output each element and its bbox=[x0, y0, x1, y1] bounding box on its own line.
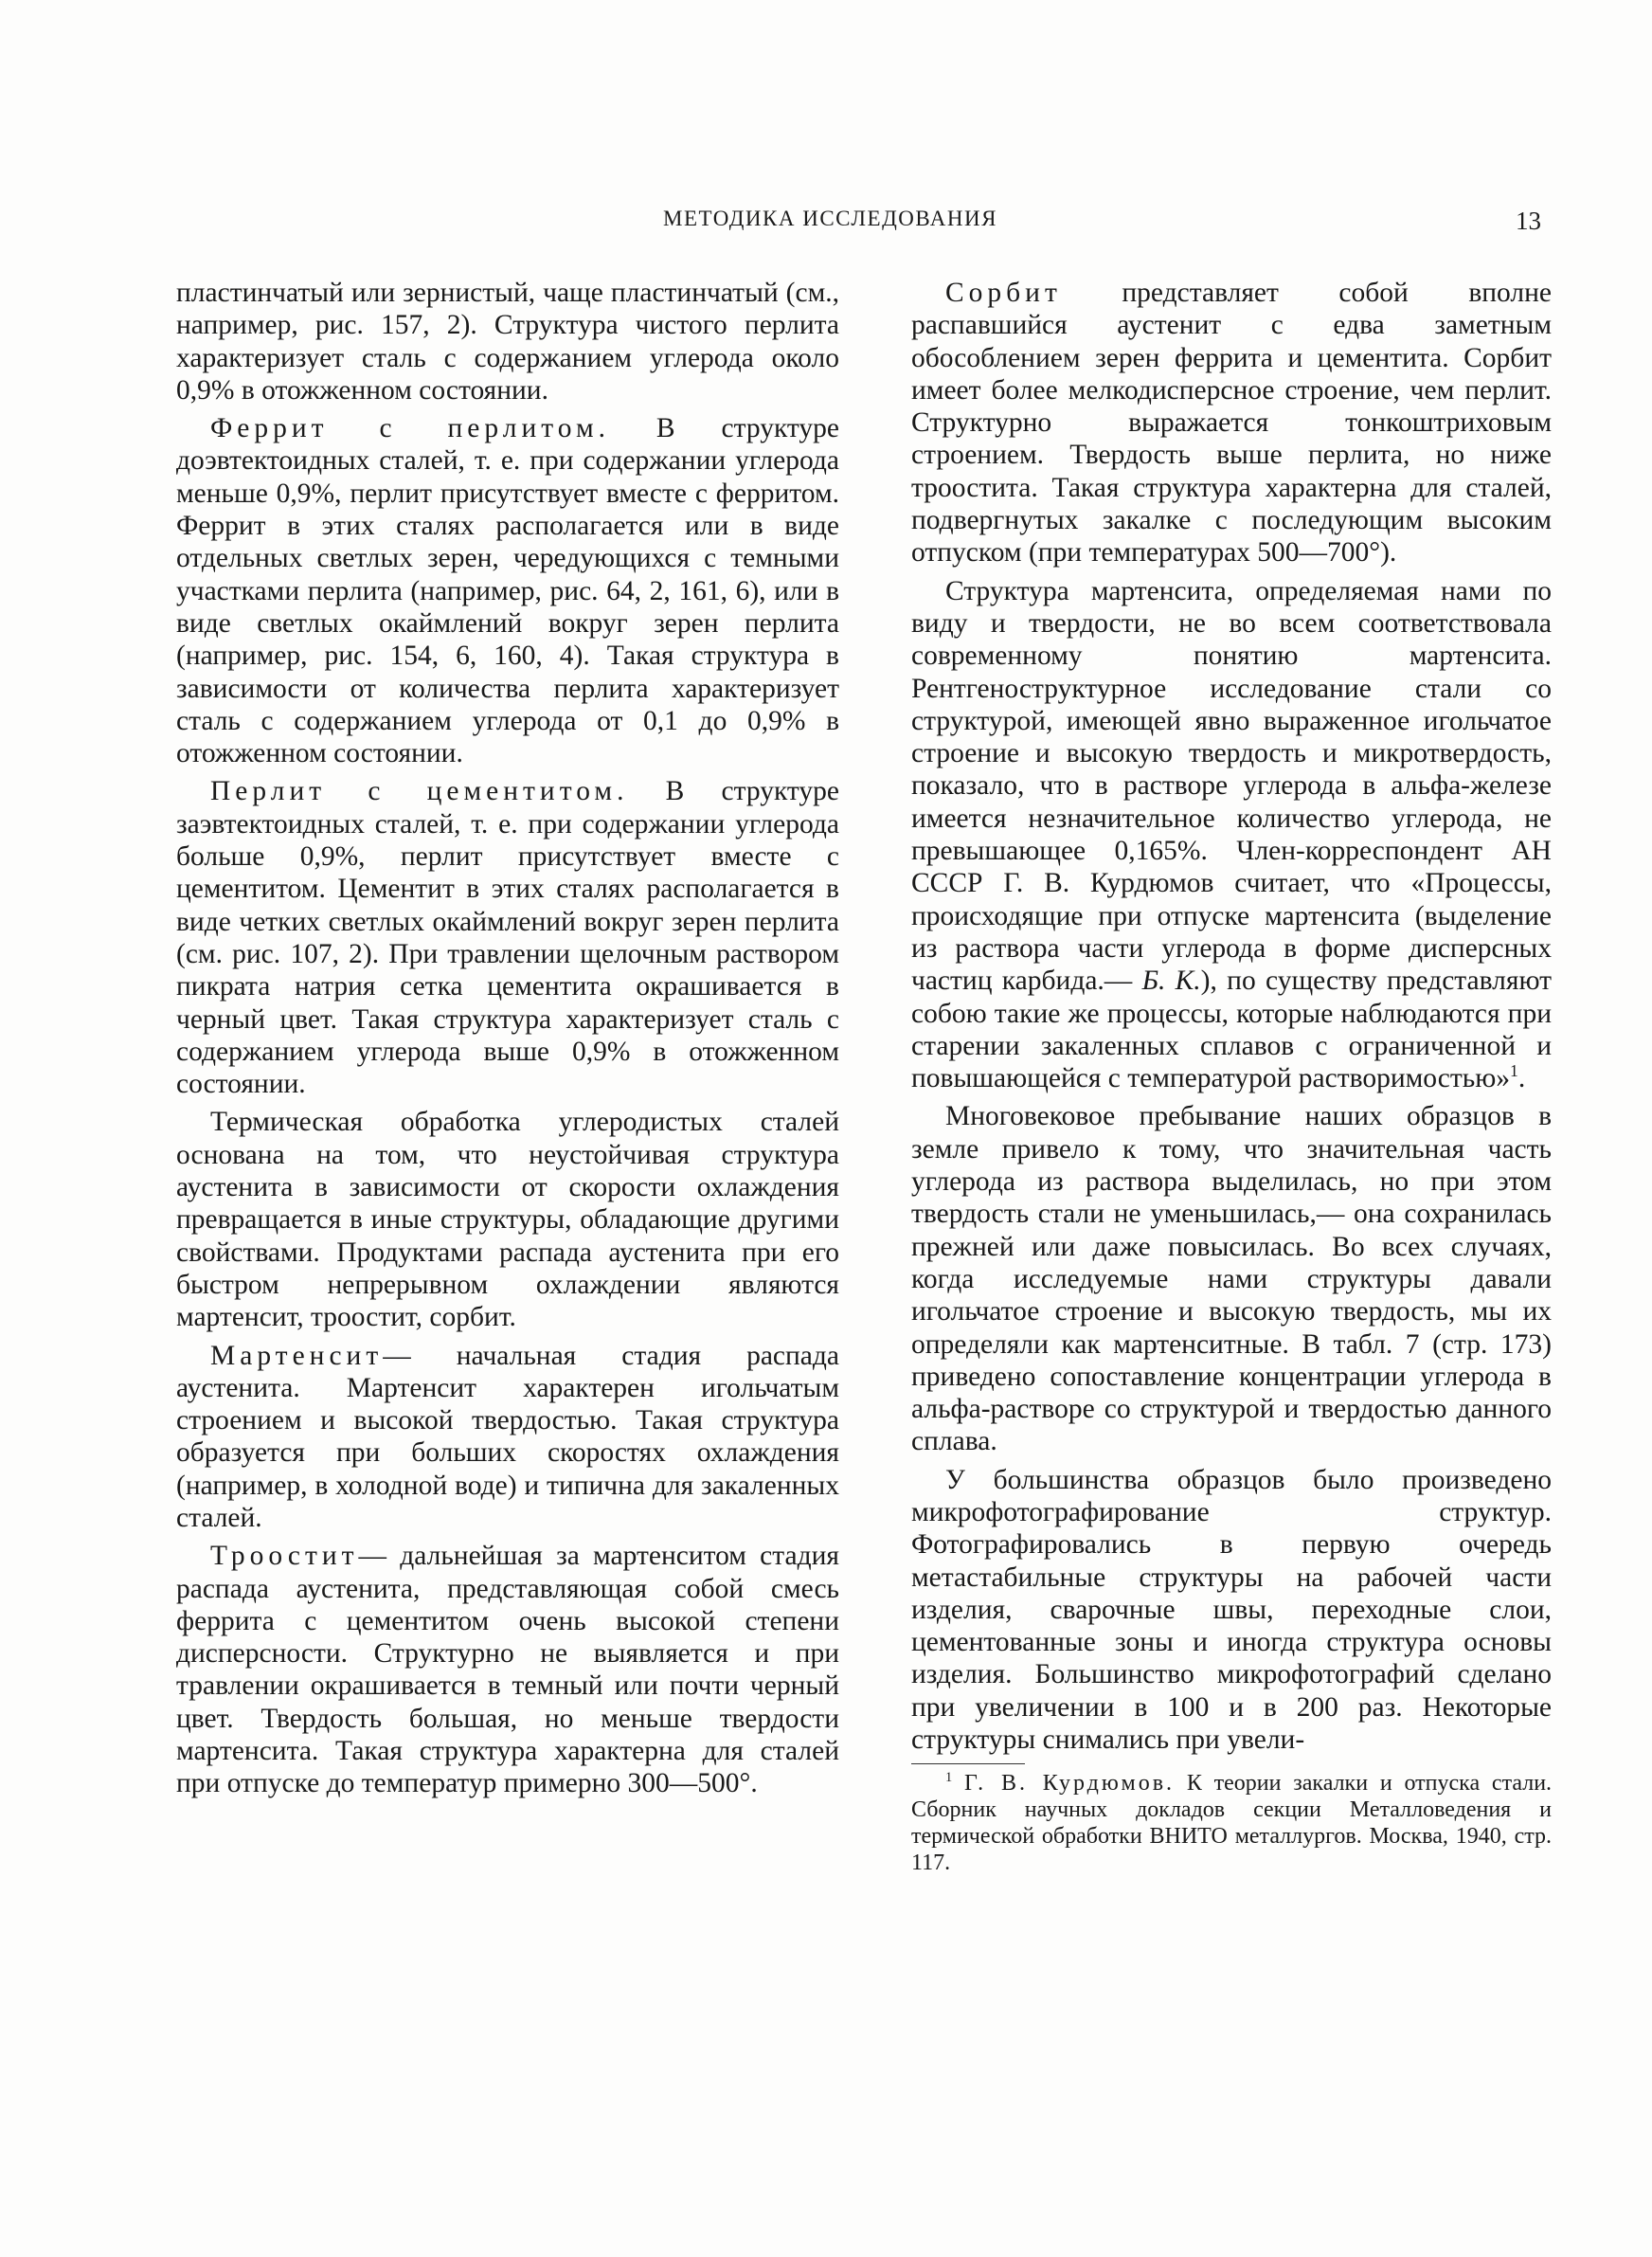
paragraph bbox=[176, 412, 839, 769]
term-heading: Мартенсит bbox=[210, 1340, 384, 1371]
term-heading: Сорбит bbox=[945, 278, 1062, 308]
term-heading: Перлит с цементитом. bbox=[210, 776, 629, 807]
footnote bbox=[911, 1770, 1552, 1876]
paragraph bbox=[176, 775, 839, 1100]
paragraph-text: пластинчатый или зернистый, чаще пластинчатый (см., например, рис. 157, 2). Структура чистого перлита характеризует сталь с содержанием углерода около 0,9% в отожженном состоянии. bbox=[176, 278, 839, 406]
paragraph bbox=[911, 1464, 1552, 1757]
paragraph bbox=[176, 277, 839, 406]
footnote-number: 1 bbox=[945, 1770, 953, 1786]
paragraph-text: представляет собой вполне распавшийся аустенит с едва заметным обособлением зерен феррита и цементита. Сорбит имеет более мелкодисперсное строение, чем перлит. Структурно выражается тонкоштриховым строением. Твердость выше перлита, но ниже троостита. Такая структура характерна для сталей, подвергнутых закалке с последующим высоким отпуском (при температурах 500—700°). bbox=[911, 278, 1552, 569]
paragraph bbox=[176, 1340, 839, 1535]
paragraph-text: Многовековое пребывание наших образцов в земле привело к тому, что значительная часть углерода из раствора выделилась, но при этом твердость стали не уменьшилась,— она сохранилась прежней или даже повысилась. Во всех случаях, когда исследуемые нами структуры давали игольчатое строение и высокую твердость, мы их определяли как мартенситные. В табл. 7 (стр. 173) приведено сопоставление концентрации углерода в альфа-растворе со структурой и твердостью данного сплава. bbox=[911, 1101, 1552, 1457]
page-number: 13 bbox=[1516, 207, 1541, 235]
paragraph bbox=[911, 1100, 1552, 1457]
paragraph-text: У большинства образцов было произведено микрофотографирование структур. Фотографировались в первую очередь метастабильные структуры на рабочей части изделия, сварочные швы, переходные слои, цементованные зоны и иногда структура основы изделия. Большинство микрофотографий сделано при увеличении в 100 и в 200 раз. Некоторые структуры снимались при увели- bbox=[911, 1464, 1552, 1756]
running-head bbox=[0, 207, 1652, 244]
author-initials: Б. К. bbox=[1141, 966, 1201, 997]
footnote-text: К теории закалки и отпуска стали. Сборник научных докладов секции Металловедения и термической обработки ВНИТО металлургов. Москва, 1940, стр. 117. bbox=[911, 1771, 1553, 1876]
paragraph-text: . bbox=[1517, 1063, 1526, 1094]
left-column bbox=[176, 277, 839, 1806]
paragraph-text: ), по существу представляют собою такие же процессы, которые наблюдаются при старении закаленных сплавов с ограниченной и повышающейся с температурой растворимостью» bbox=[911, 966, 1553, 1094]
paragraph-text: — дальнейшая за мартенситом стадия распада аустенита, представляющая собой смесь феррита с цементитом очень высокой степени дисперсности. Структурно не выявляется и при травлении окрашивается в темный или почти черный цвет. Твердость большая, но меньше твердости мартенсита. Такая структура характерна для сталей при отпуске до температур примерно 300—500°. bbox=[176, 1541, 839, 1799]
paragraph bbox=[911, 575, 1552, 1095]
footnote-author: Г. В. Курдюмов. bbox=[964, 1771, 1176, 1797]
right-column bbox=[911, 277, 1552, 1882]
term-heading: Феррит с перлитом. bbox=[210, 413, 610, 444]
running-title: МЕТОДИКА ИССЛЕДОВАНИЯ bbox=[663, 207, 997, 230]
paragraph-text: Термическая обработка углеродистых сталей основана на том, что неустойчивая структура аустенита в зависимости от скорости охлаждения превращается в иные структуры, обладающие другими свойствами. Продуктами распада аустенита при его быстром непрерывном охлаждении являются мартенсит, троостит, сорбит. bbox=[176, 1107, 839, 1333]
footnote-divider bbox=[911, 1763, 1025, 1764]
paragraph-text: — начальная стадия распада аустенита. Мартенсит характерен игольчатым строением и высокой твердостью. Такая структура образуется при больших скоростях охлаждения (например, в холодной воде) и типична для закаленных сталей. bbox=[176, 1340, 839, 1533]
paragraph bbox=[176, 1106, 839, 1333]
paragraph bbox=[911, 277, 1552, 569]
footnote-ref: 1 bbox=[1510, 1061, 1518, 1081]
term-heading: Троостит bbox=[210, 1541, 359, 1572]
paragraph-text: В структуре заэвтектоидных сталей, т. е. при содержании углерода больше 0,9%, перлит присутствует вместе с цементитом. Цементит в этих сталях располагается в виде четких светлых окаймлений вокруг зерен перлита (см. рис. 107, 2). При травлении щелочным раствором пикрата натрия сетка цементита окрашивается в черный цвет. Такая структура характеризует сталь с содержанием углерода выше 0,9% в отожженном состоянии. bbox=[176, 776, 839, 1100]
paragraph-text: В структуре доэвтектоидных сталей, т. е. при содержании углерода меньше 0,9%, перлит присутствует вместе с ферритом. Феррит в этих сталях располагается или в виде отдельных светлых зерен, чередующихся с темными участками перлита (например, рис. 64, 2, 161, 6), или в виде светлых окаймлений вокруг зерен перлита (например, рис. 154, 6, 160, 4). Такая структура в зависимости от количества перлита характеризует сталь с содержанием углерода от 0,1 до 0,9% в отожженном состоянии. bbox=[176, 413, 839, 769]
paragraph bbox=[176, 1540, 839, 1799]
paragraph-text: Структура мартенсита, определяемая нами по виду и твердости, не во всем соответствовала современному понятию мартенсита. Рентгеноструктурное исследование стали со структурой, имеющей явно выраженное игольчатое строение и высокую твердость и микротвердость, показало, что в растворе углерода в альфа-железе имеется незначительное количество углерода, не превышающее 0,165%. Член-корреспондент АН СССР Г. В. Курдюмов считает, что «Процессы, происходящие при отпуске мартенсита (выделение из раствора части углерода в форме дисперсных частиц карбида.— bbox=[911, 575, 1552, 997]
